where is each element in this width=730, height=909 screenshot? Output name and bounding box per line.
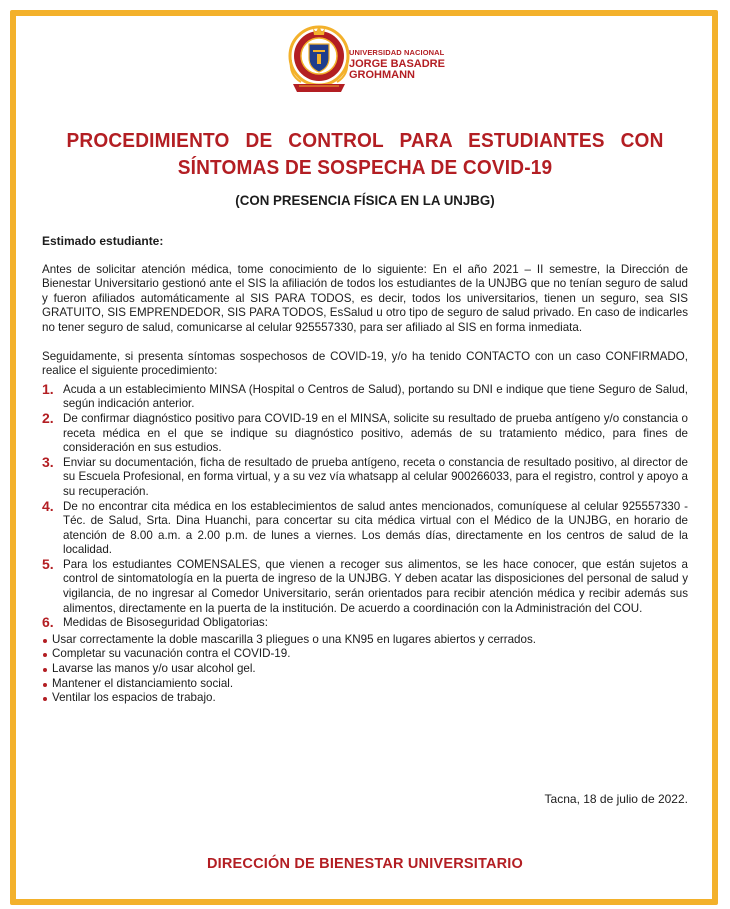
bullet-icon [43, 668, 47, 672]
university-seal-icon [287, 20, 351, 100]
procedure-step [42, 616, 688, 631]
procedure-step [42, 380, 688, 412]
procedure-step [42, 453, 688, 500]
step-number: 6. [42, 614, 54, 631]
step-number: 4. [42, 497, 54, 514]
document-date: Tacna, 18 de julio de 2022. [544, 792, 688, 806]
list-item [42, 677, 688, 692]
bullet-text: Lavarse las manos y/o usar alcohol gel. [52, 662, 256, 676]
bullet-icon [43, 683, 47, 687]
bullet-text: Completar su vacunación contra el COVID-19. [52, 647, 291, 661]
bullet-icon [43, 697, 47, 701]
list-item [42, 633, 688, 648]
step-number: 5. [42, 555, 54, 572]
bullet-icon [43, 653, 47, 657]
step-number: 3. [42, 453, 54, 470]
document-body [42, 234, 688, 706]
step-number: 2. [42, 409, 54, 426]
procedure-step [42, 497, 688, 558]
step-text: De confirmar diagnóstico positivo para COVID-19 en el MINSA, solicite su resultado de prueba antígeno y/o constancia o receta médica en el que se indique su diagnóstico positivo, además de su tratamiento médico, para fines de consideración en sus estudios. [63, 411, 688, 455]
step-text: Enviar su documentación, ficha de resultado de prueba antígeno, receta o constancia de resultado positivo, al director de su Escuela Profesional, en forma virtual, y a su vez vía whatsapp al celular 900266033, para el registro, control y apoyo a su recuperación. [63, 455, 688, 498]
university-name [349, 49, 445, 82]
university-name-line3: GROHMANN [349, 69, 415, 82]
document-title: PROCEDIMIENTO DE CONTROL PARA ESTUDIANTES CON SÍNTOMAS DE SOSPECHA DE COVID-19 [66, 129, 664, 179]
list-item [42, 647, 688, 662]
procedure-step [42, 409, 688, 456]
bullet-text: Usar correctamente la doble mascarilla 3 pliegues o una KN95 en lugares abiertos y cerrados. [52, 632, 536, 646]
step-text: Acuda a un establecimiento MINSA (Hospital o Centros de Salud), portando su DNI e indique que tiene Seguro de Salud, según indicación anterior. [63, 382, 688, 411]
greeting: Estimado estudiante: [42, 234, 164, 248]
procedure-step [42, 555, 688, 616]
step-text: Para los estudiantes COMENSALES, que vienen a recoger sus alimentos, se les hace conocer, que están sujetos a control de sintomatología en la puerta de ingreso de la UNJBG. Y deben acatar las disposiciones del personal de salud y vigilancia, de no ingresar al Comedor Universitario, serán orientados para recibir atención médica y recibir además sus alimentos, directamente en la puerta de la institución. De acuerdo a coordinación con la Administración del COU. [63, 557, 688, 615]
list-item [42, 662, 688, 677]
university-name-line1: UNIVERSIDAD NACIONAL [349, 48, 445, 57]
step-text: Medidas de Bisoseguridad Obligatorias: [63, 616, 268, 630]
list-item [42, 691, 688, 706]
university-logo [287, 20, 467, 100]
step-text: De no encontrar cita médica en los establecimientos de salud antes mencionados, comuníquese al celular 925557330 - Téc. de Salud, Srta. Dina Huanchi, para concertar su cita médica virtual con el Médico de la UNJBG, en horario de atención de 8.00 a.m. a 2.00 p.m. de lunes a viernes. Los demás días, directamente en los centros de salud de la localidad. [63, 499, 688, 557]
university-name-line2: JORGE BASADRE [349, 57, 445, 70]
biosafety-measures [42, 633, 688, 706]
footer-signature: DIRECCIÓN DE BIENESTAR UNIVERSITARIO [206, 856, 524, 872]
document-subtitle: (CON PRESENCIA FÍSICA EN LA UNJBG) [235, 192, 495, 208]
intro-paragraph: Antes de solicitar atención médica, tome conocimiento de lo siguiente: En el año 2021 – II semestre, la Dirección de Bienestar Universitario gestionó ante el SIS la afiliación de todos los estudiantes de la UNJBG que no tenían seguro de salud y fueron afiliados automáticamente al SIS PARA TODOS, es decir, todos los universitarios, tienen un seguro, sea SIS GRATUITO, SIS EMPRENDEDOR, SIS PARA TODOS, EsSalud u otro tipo de seguro de salud privado. En caso de indicarles no tener seguro de salud, comunicarse al celular 925557330, para ser afiliado al SIS en forma inmediata. [42, 262, 688, 334]
step-number: 1. [42, 380, 54, 397]
bullet-text: Mantener el distanciamiento social. [52, 676, 234, 690]
bullet-icon [43, 639, 47, 643]
procedure-steps [42, 380, 688, 631]
bullet-text: Ventilar los espacios de trabajo. [52, 691, 216, 705]
lead-paragraph: Seguidamente, si presenta síntomas sospechosos de COVID-19, y/o ha tenido CONTACTO con un caso CONFIRMADO, realice el siguiente procedimiento: [42, 349, 688, 378]
